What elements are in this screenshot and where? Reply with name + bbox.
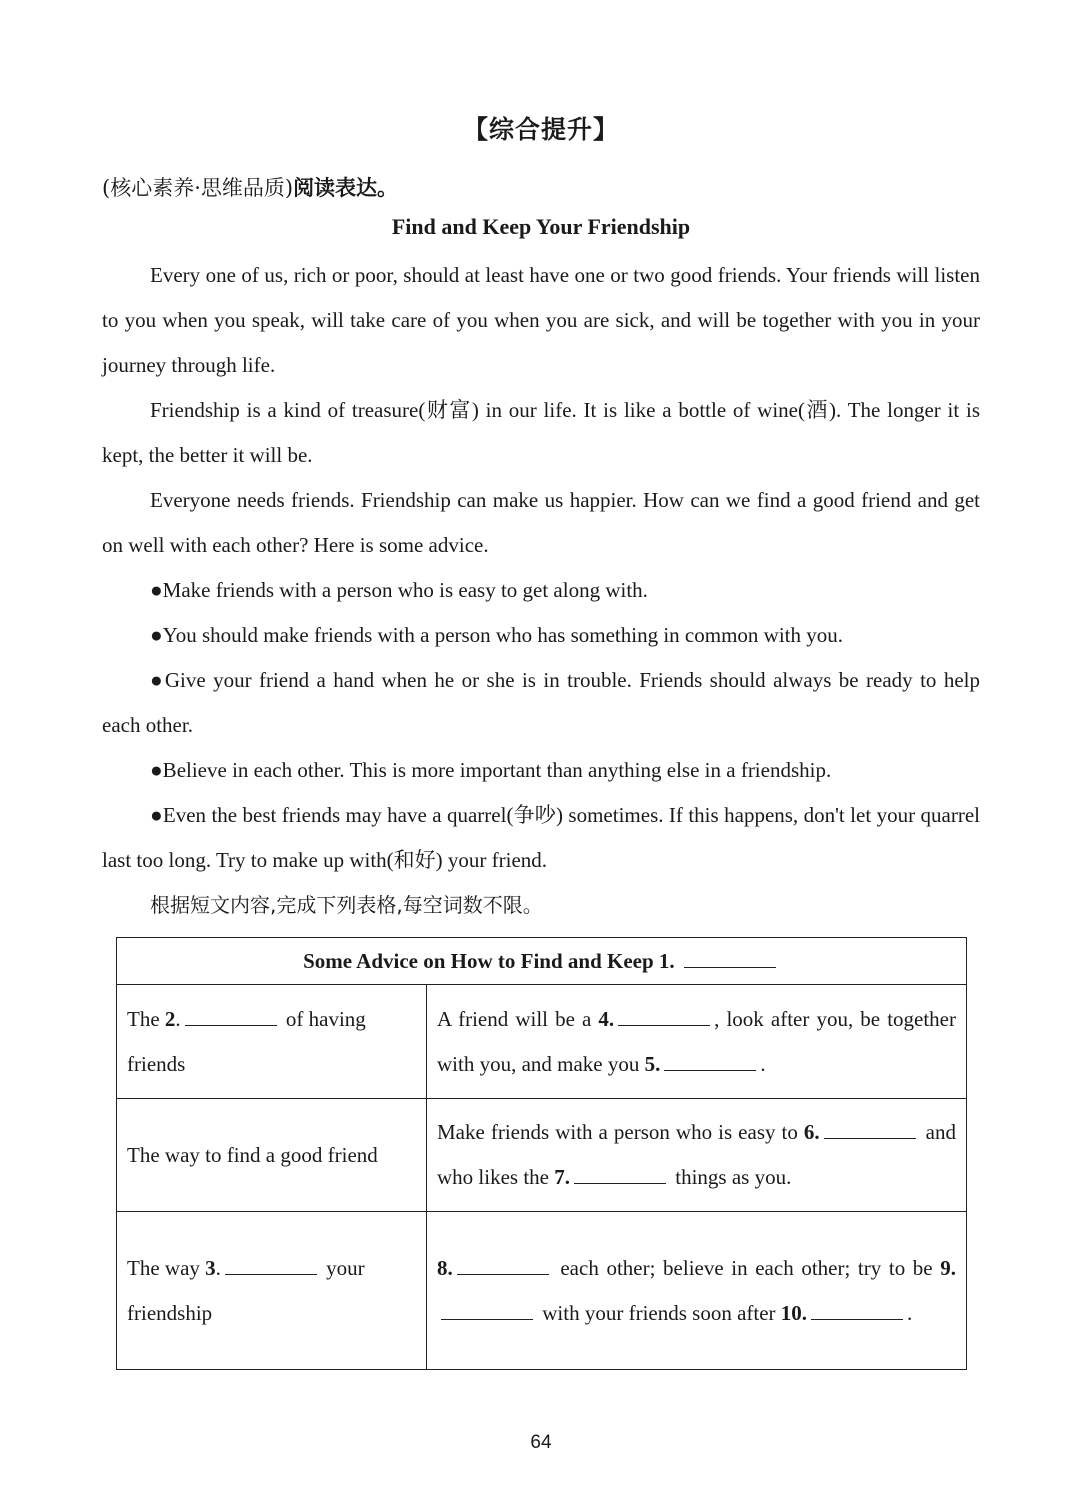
task-instruction: 根据短文内容,完成下列表格,每空词数不限。 (150, 893, 543, 917)
advice-table (116, 937, 967, 1370)
table-row (117, 1099, 967, 1212)
blank-number: 7. (554, 1165, 570, 1189)
exercise-label: 阅读表达。 (293, 176, 399, 200)
page-number: 64 (530, 1432, 552, 1453)
answer-blank[interactable] (618, 1024, 710, 1026)
table-header (117, 938, 967, 985)
answer-blank[interactable] (225, 1273, 317, 1275)
answer-blank[interactable] (185, 1024, 277, 1026)
table-header-row (117, 938, 967, 985)
advice-bullet: ●Even the best friends may have a quarrel(争吵) sometimes. If this happens, don't let your quarrel last too long. Try to make up with(和好) your friend. (102, 803, 980, 872)
advice-bullet: ●You should make friends with a person who has something in common with you. (150, 623, 843, 647)
answer-blank[interactable] (664, 1069, 756, 1071)
table-row (117, 985, 967, 1099)
table-row (117, 1212, 967, 1370)
answer-blank[interactable] (574, 1182, 666, 1184)
answer-blank[interactable] (824, 1137, 916, 1139)
passage-title: Find and Keep Your Friendship (391, 214, 691, 239)
advice-bullet: ●Make friends with a person who is easy to get along with. (150, 578, 648, 602)
blank-number: 8. (437, 1255, 453, 1280)
paragraph: Everyone needs friends. Friendship can make us happier. How can we find a good friend and get on well with each other? Here is some advice. (102, 488, 980, 557)
blank-number: 6. (803, 1120, 820, 1144)
table-header-text: Some Advice on How to Find and Keep 1. (303, 948, 675, 973)
row-label: The 2. of having friends (117, 985, 427, 1099)
row-content: Make friends with a person who is easy to 6. and who likes the 7. things as you. (427, 1099, 967, 1212)
passage-body (102, 253, 980, 928)
blank-number: 4. (598, 1006, 615, 1031)
answer-blank[interactable] (684, 966, 776, 968)
row-content: 8. each other; believe in each other; try to be 9. with your friends soon after 10. . (427, 1212, 967, 1370)
answer-blank[interactable] (811, 1318, 903, 1320)
answer-blank[interactable] (457, 1273, 549, 1275)
blank-number: 5. (644, 1051, 661, 1076)
blank-number: 9. (940, 1255, 956, 1280)
section-title: 【综合提升】 (462, 115, 619, 144)
exercise-tag: (核心素养·思维品质) (102, 176, 294, 200)
row-label: The way 3. your friendship (117, 1212, 427, 1370)
exercise-heading (102, 172, 398, 202)
paragraph: Every one of us, rich or poor, should at least have one or two good friends. Your friends will listen to you when you speak, will take care of you when you are sick, and will be together with you in your journey through life. (102, 263, 980, 377)
paragraph: Friendship is a kind of treasure(财富) in our life. It is like a bottle of wine(酒). The longer it is kept, the better it will be. (102, 398, 980, 467)
row-label: The way to find a good friend (117, 1099, 427, 1212)
blank-number: 10. (780, 1300, 808, 1325)
answer-blank[interactable] (441, 1318, 533, 1320)
advice-bullet: ●Believe in each other. This is more important than anything else in a friendship. (150, 758, 832, 782)
row-content: A friend will be a 4. , look after you, be together with you, and make you 5. . (427, 985, 967, 1099)
advice-bullet: ●Give your friend a hand when he or she is in trouble. Friends should always be ready to help each other. (102, 668, 980, 737)
